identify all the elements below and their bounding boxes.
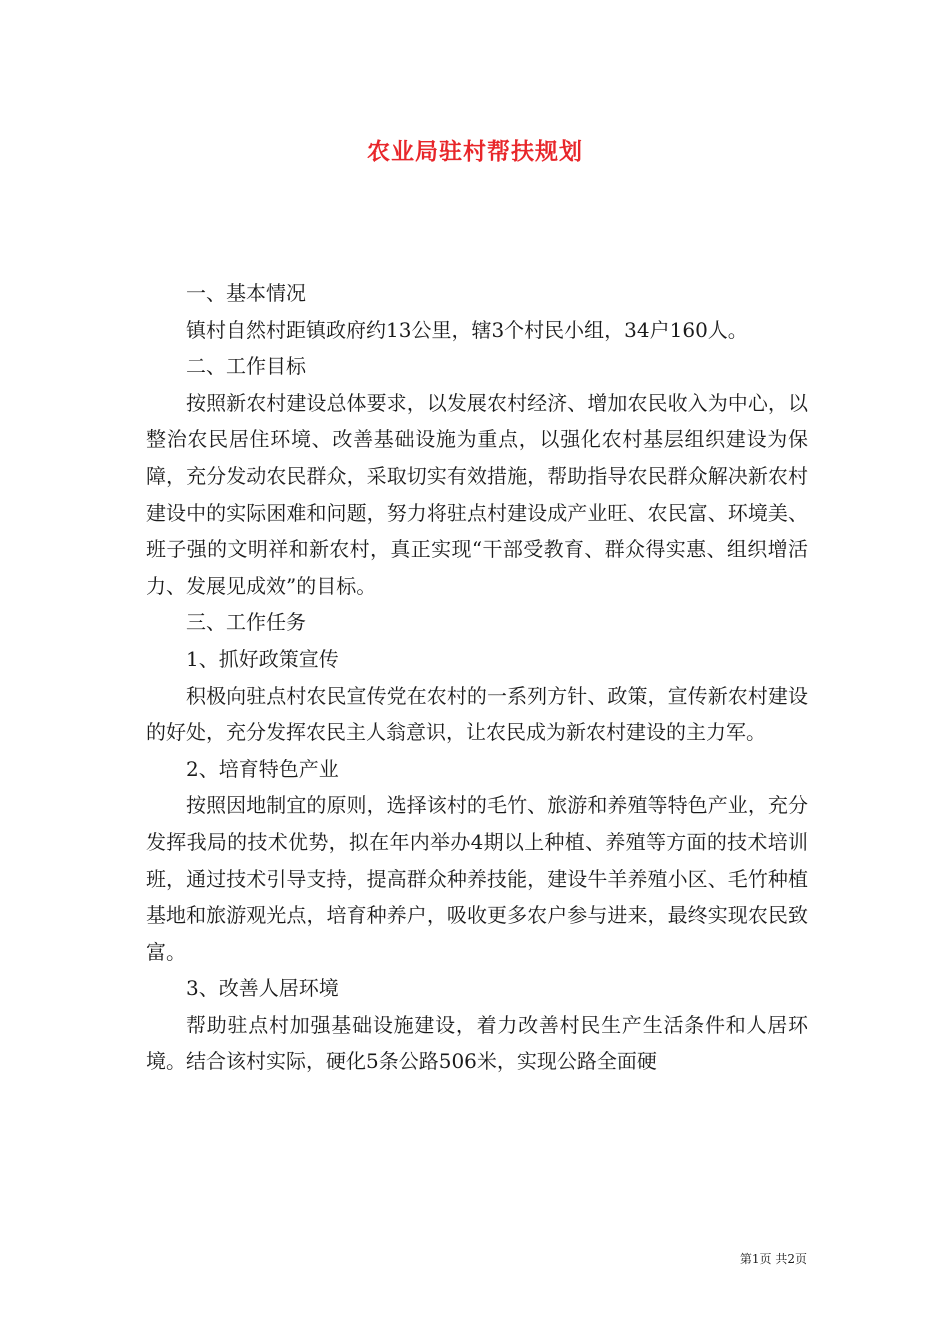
paragraph-living-environment: 帮助驻点村加强基础设施建设，着力改善村民生产生活条件和人居环境。结合该村实际，硬化5条公路506米，实现公路全面硬 — [146, 1012, 808, 1074]
paragraph-characteristic-industry: 按照因地制宜的原则，选择该村的毛竹、旅游和养殖等特色产业，充分发挥我局的技术优势，拟在年内举办4期以上种植、养殖等方面的技术培训班，通过技术引导支持，提高群众种养技能，建设牛羊养殖小区、毛竹种植基地和旅游观光点，培育种养户，吸收更多农户参与进来，最终实现农民致富。 — [146, 793, 808, 964]
subheading-policy-promotion: 1、抓好政策宣传 — [186, 646, 339, 671]
page-number-footer: 第1页 共2页 — [739, 1252, 807, 1266]
paragraph-basic-info: 镇村自然村距镇政府约13公里，辖3个村民小组，34户160人。 — [186, 317, 748, 342]
section-heading-work-tasks: 三、工作任务 — [186, 610, 306, 635]
paragraph-work-goals: 按照新农村建设总体要求，以发展农村经济、增加农民收入为中心，以整治农民居住环境、改善基础设施为重点，以强化农村基层组织建设为保障，充分发动农民群众，采取切实有效措施，帮助指导农民群众解决新农村建设中的实际困难和问题，努力将驻点村建设成产业旺、农民富、环境美、班子强的文明祥和新农村，真正实现“干部受教育、群众得实惠、组织增活力、发展见成效”的目标。 — [146, 390, 808, 598]
document-body — [146, 275, 808, 1080]
section-heading-basic-info: 一、基本情况 — [186, 281, 306, 305]
section-heading-work-goals: 二、工作目标 — [186, 354, 306, 379]
subheading-living-environment: 3、改善人居环境 — [186, 976, 339, 1001]
subheading-characteristic-industry: 2、培育特色产业 — [186, 756, 339, 781]
paragraph-policy-promotion: 积极向驻点村农民宣传党在农村的一系列方针、政策，宣传新农村建设的好处，充分发挥农民主人翁意识，让农民成为新农村建设的主力军。 — [146, 683, 808, 745]
document-title: 农业局驻村帮扶规划 — [367, 138, 583, 165]
